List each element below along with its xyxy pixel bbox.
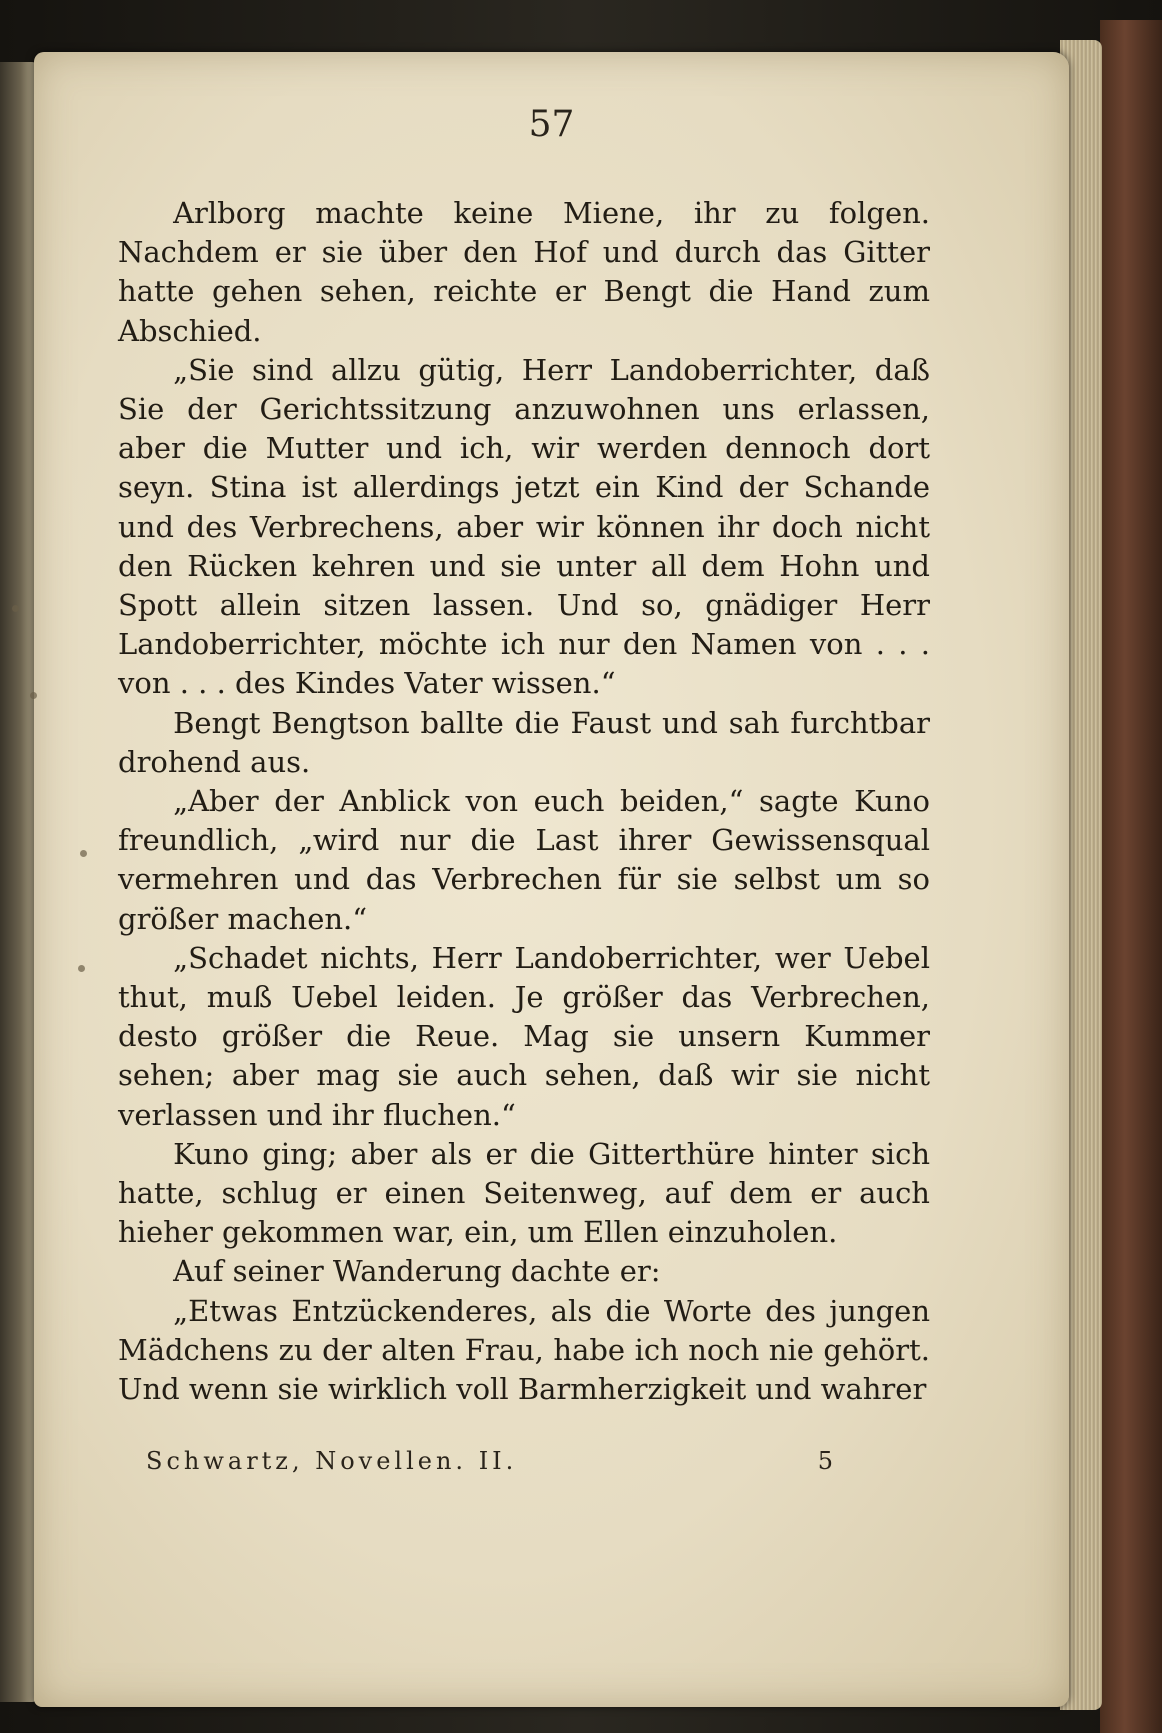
paragraph: „Etwas Entzückenderes, als die Worte des jungen Mädchens zu der alten Frau, habe ich noch nie gehört. Und wenn sie wirklich voll Barmherzigkeit und wahrer <box>118 1293 930 1407</box>
paragraph: „Schadet nichts, Herr Landoberrichter, wer Uebel thut, muß Uebel leiden. Je größer das Verbrechen, desto größer die Reue. Mag sie unsern Kummer sehen; aber mag sie auch sehen, daß wir sie nicht verlassen und ihr fluchen.“ <box>118 940 930 1132</box>
signature-mark: Schwartz, Novellen. II. <box>146 1447 518 1475</box>
margin-speck <box>78 965 85 972</box>
page-number: 57 <box>528 104 575 145</box>
paragraph: Bengt Bengtson ballte die Faust und sah furchtbar drohend aus. <box>118 705 930 779</box>
paragraph: Arlborg machte keine Miene, ihr zu folgen. Nachdem er sie über den Hof und durch das Gitter hatte gehen sehen, reichte er Bengt die Hand zum Abschied. <box>118 196 930 348</box>
page-footer <box>146 1447 836 1475</box>
paragraph: „Sie sind allzu gütig, Herr Landoberrichter, daß Sie der Gerichtssitzung anzuwohnen uns erlassen, aber die Mutter und ich, wir werden dennoch dort seyn. Stina ist allerdings jetzt ein Kind der Schande und des Verbrechens, aber wir können ihr doch nicht den Rücken kehren und sie unter all dem Hohn und Spott allein sitzen lassen. Und so, gnädiger Herr Landoberrichter, möchte ich nur den Namen von . . . von . . . des Kindes Vater wissen.“ <box>118 352 930 701</box>
margin-speck <box>12 605 19 612</box>
book-page <box>34 52 1069 1707</box>
book-cover-edge <box>1100 20 1162 1733</box>
paragraph: Auf seiner Wanderung dachte er: <box>173 1254 661 1289</box>
paragraph: „Aber der Anblick von euch beiden,“ sagte Kuno freundlich, „wird nur die Last ihrer Gewissensqual vermehren und das Verbrechen für sie selbst um so größer machen.“ <box>118 784 930 936</box>
body-text <box>118 194 930 1409</box>
margin-speck <box>80 850 87 857</box>
facing-page-edge <box>0 62 38 1702</box>
sheet-number: 5 <box>817 1447 836 1475</box>
margin-speck <box>30 692 37 699</box>
paragraph: Kuno ging; aber als er die Gitterthüre hinter sich hatte, schlug er einen Seitenweg, auf dem er auch hieher gekommen war, ein, um Ellen einzuholen. <box>118 1136 930 1250</box>
